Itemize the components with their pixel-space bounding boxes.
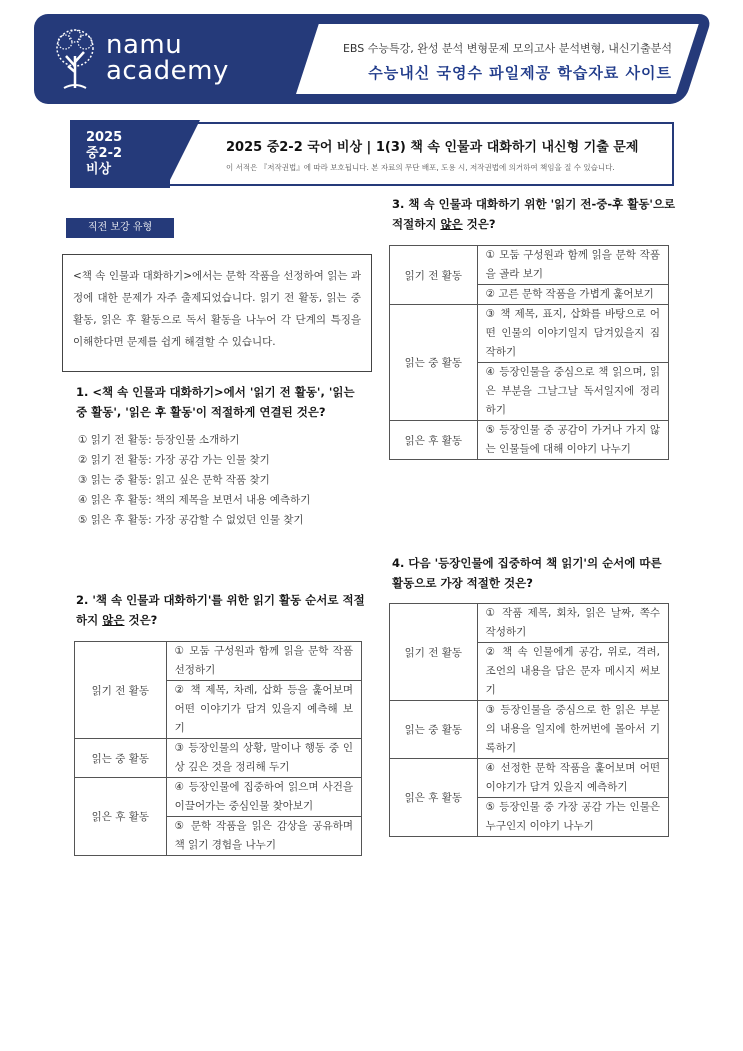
row-head: 읽은 후 활동 [75, 778, 167, 856]
cell[interactable]: ④ 선정한 문학 작품을 훑어보며 어떤 이야기가 담겨 있을지 예측하기 [477, 759, 668, 798]
intro-box: <책 속 인물과 대화하기>에서는 문학 작품을 선정하여 읽는 과정에 대한 문제가 자주 출제되었습니다. 읽기 전 활동, 읽는 중 활동, 읽은 후 활동으로 독서 활동을 나누어 각 단계의 특징을 이해한다면 문제를 쉽게 해결할 수 있습니다. [62, 254, 372, 372]
option[interactable]: ③ 읽는 중 활동: 읽고 싶은 문학 작품 찾기 [78, 474, 270, 486]
copyright-notice: 이 서적은 『저작권법』에 따라 보호됩니다. 본 자료의 무단 배포, 도용 시, 저작권법에 의거하여 책임을 질 수 있습니다. [226, 163, 615, 172]
header-slogan: 수능내신 국영수 파일제공 학습자료 사이트 [368, 64, 672, 82]
cell[interactable]: ⑤ 등장인물 중 가장 공감 가는 인물은 누구인지 이야기 나누기 [477, 798, 668, 837]
row-head: 읽은 후 활동 [390, 759, 478, 837]
cell[interactable]: ② 책 속 인물에게 공감, 위로, 격려, 조언의 내용을 담은 문자 메시지 써보기 [477, 643, 668, 701]
cell[interactable]: ③ 책 제목, 표지, 삽화를 바탕으로 어떤 인물의 이야기일지 담겨있을지 짐작하기 [477, 305, 668, 363]
question-4-table [389, 603, 669, 837]
question-1-stem: 1. <책 속 인물과 대화하기>에서 '읽기 전 활동', '읽는 중 활동', '읽은 후 활동'이 적절하게 연결된 것은? [76, 385, 355, 419]
header-banner [34, 14, 684, 104]
question-2-stem-underline: 않은 [102, 613, 125, 627]
title-tag-grade: 중2-2 [86, 146, 123, 161]
cell[interactable]: ③ 등장인물을 중심으로 한 읽은 부분의 내용을 일지에 한꺼번에 몰아서 기록하기 [477, 701, 668, 759]
row-head: 읽는 중 활동 [75, 739, 167, 778]
question-2-table [74, 641, 362, 856]
cell[interactable]: ⑤ 등장인물 중 공감이 가거나 가지 않는 인물들에 대해 이야기 나누기 [477, 421, 668, 460]
header-subtitle: EBS 수능특강, 완성 분석 변형문제 모의고사 분석변형, 내신기출분석 [342, 42, 672, 55]
header-panel [296, 24, 699, 94]
question-2-stem-b: 것은? [124, 613, 158, 627]
row-head: 읽은 후 활동 [390, 421, 478, 460]
row-head: 읽기 전 활동 [390, 246, 478, 305]
question-2-stem [76, 590, 366, 630]
brand-line1: namu [106, 30, 183, 60]
cell[interactable]: ② 고른 문학 작품을 가볍게 훑어보기 [477, 285, 668, 305]
question-3-table [389, 245, 669, 460]
brand-line2: academy [106, 56, 229, 86]
question-1-options [78, 430, 366, 530]
title-tag [70, 120, 170, 188]
question-3-stem-b: 것은? [462, 217, 496, 231]
title-diagonal [166, 120, 200, 188]
row-head: 읽는 중 활동 [390, 701, 478, 759]
cell[interactable]: ③ 등장인물의 상황, 말이나 행동 중 인상 깊은 것을 정리해 두기 [166, 739, 361, 778]
title-tag-publisher: 비상 [86, 162, 112, 177]
row-head: 읽기 전 활동 [390, 604, 478, 701]
cell[interactable]: ① 모둠 구성원과 함께 읽을 문학 작품을 골라 보기 [477, 246, 668, 285]
brand-name [106, 32, 229, 84]
cell[interactable]: ① 작품 제목, 회차, 읽은 날짜, 쪽수 작성하기 [477, 604, 668, 643]
row-head: 읽는 중 활동 [390, 305, 478, 421]
question-3-stem [392, 194, 676, 234]
row-head: 읽기 전 활동 [75, 642, 167, 739]
title-box [166, 122, 674, 186]
cell[interactable]: ⑤ 문학 작품을 읽은 감상을 공유하며 책 읽기 경험을 나누기 [166, 817, 361, 856]
section-label: 직전 보강 유형 [66, 218, 174, 238]
page-title: 2025 중2-2 국어 비상 | 1(3) 책 속 인물과 대화하기 내신형 기출 문제 [226, 140, 639, 155]
cell[interactable]: ④ 등장인물에 집중하여 읽으며 사건을 이끌어가는 중심인물 찾아보기 [166, 778, 361, 817]
cell[interactable]: ② 책 제목, 차례, 삽화 등을 훑어보며 어떤 이야기가 담겨 있을지 예측해 보기 [166, 681, 361, 739]
cell[interactable]: ① 모둠 구성원과 함께 읽을 문학 작품 선정하기 [166, 642, 361, 681]
option[interactable]: ⑤ 읽은 후 활동: 가장 공감할 수 없었던 인물 찾기 [78, 514, 304, 526]
option[interactable]: ② 읽기 전 활동: 가장 공감 가는 인물 찾기 [78, 454, 270, 466]
question-3-stem-underline: 않은 [440, 217, 463, 231]
question-3-stem-a: 3. 책 속 인물과 대화하기 위한 '읽기 전-중-후 활동'으로 적절하지 [392, 197, 676, 231]
title-block [70, 120, 674, 188]
question-2-stem-a: 2. '책 속 인물과 대화하기'를 위한 읽기 활동 순서로 적절하지 [76, 593, 365, 627]
title-tag-year: 2025 [86, 130, 123, 145]
option[interactable]: ④ 읽은 후 활동: 책의 제목을 보면서 내용 예측하기 [78, 494, 311, 506]
question-4-stem: 4. 다음 '등장인물에 집중하여 책 읽기'의 순서에 따른 활동으로 가장 적절한 것은? [392, 556, 662, 590]
option[interactable]: ① 읽기 전 활동: 등장인물 소개하기 [78, 434, 240, 446]
cell[interactable]: ④ 등장인물을 중심으로 책 읽으며, 읽은 부분을 그날그날 독서일지에 정리하기 [477, 363, 668, 421]
tree-logo-icon [50, 26, 100, 90]
